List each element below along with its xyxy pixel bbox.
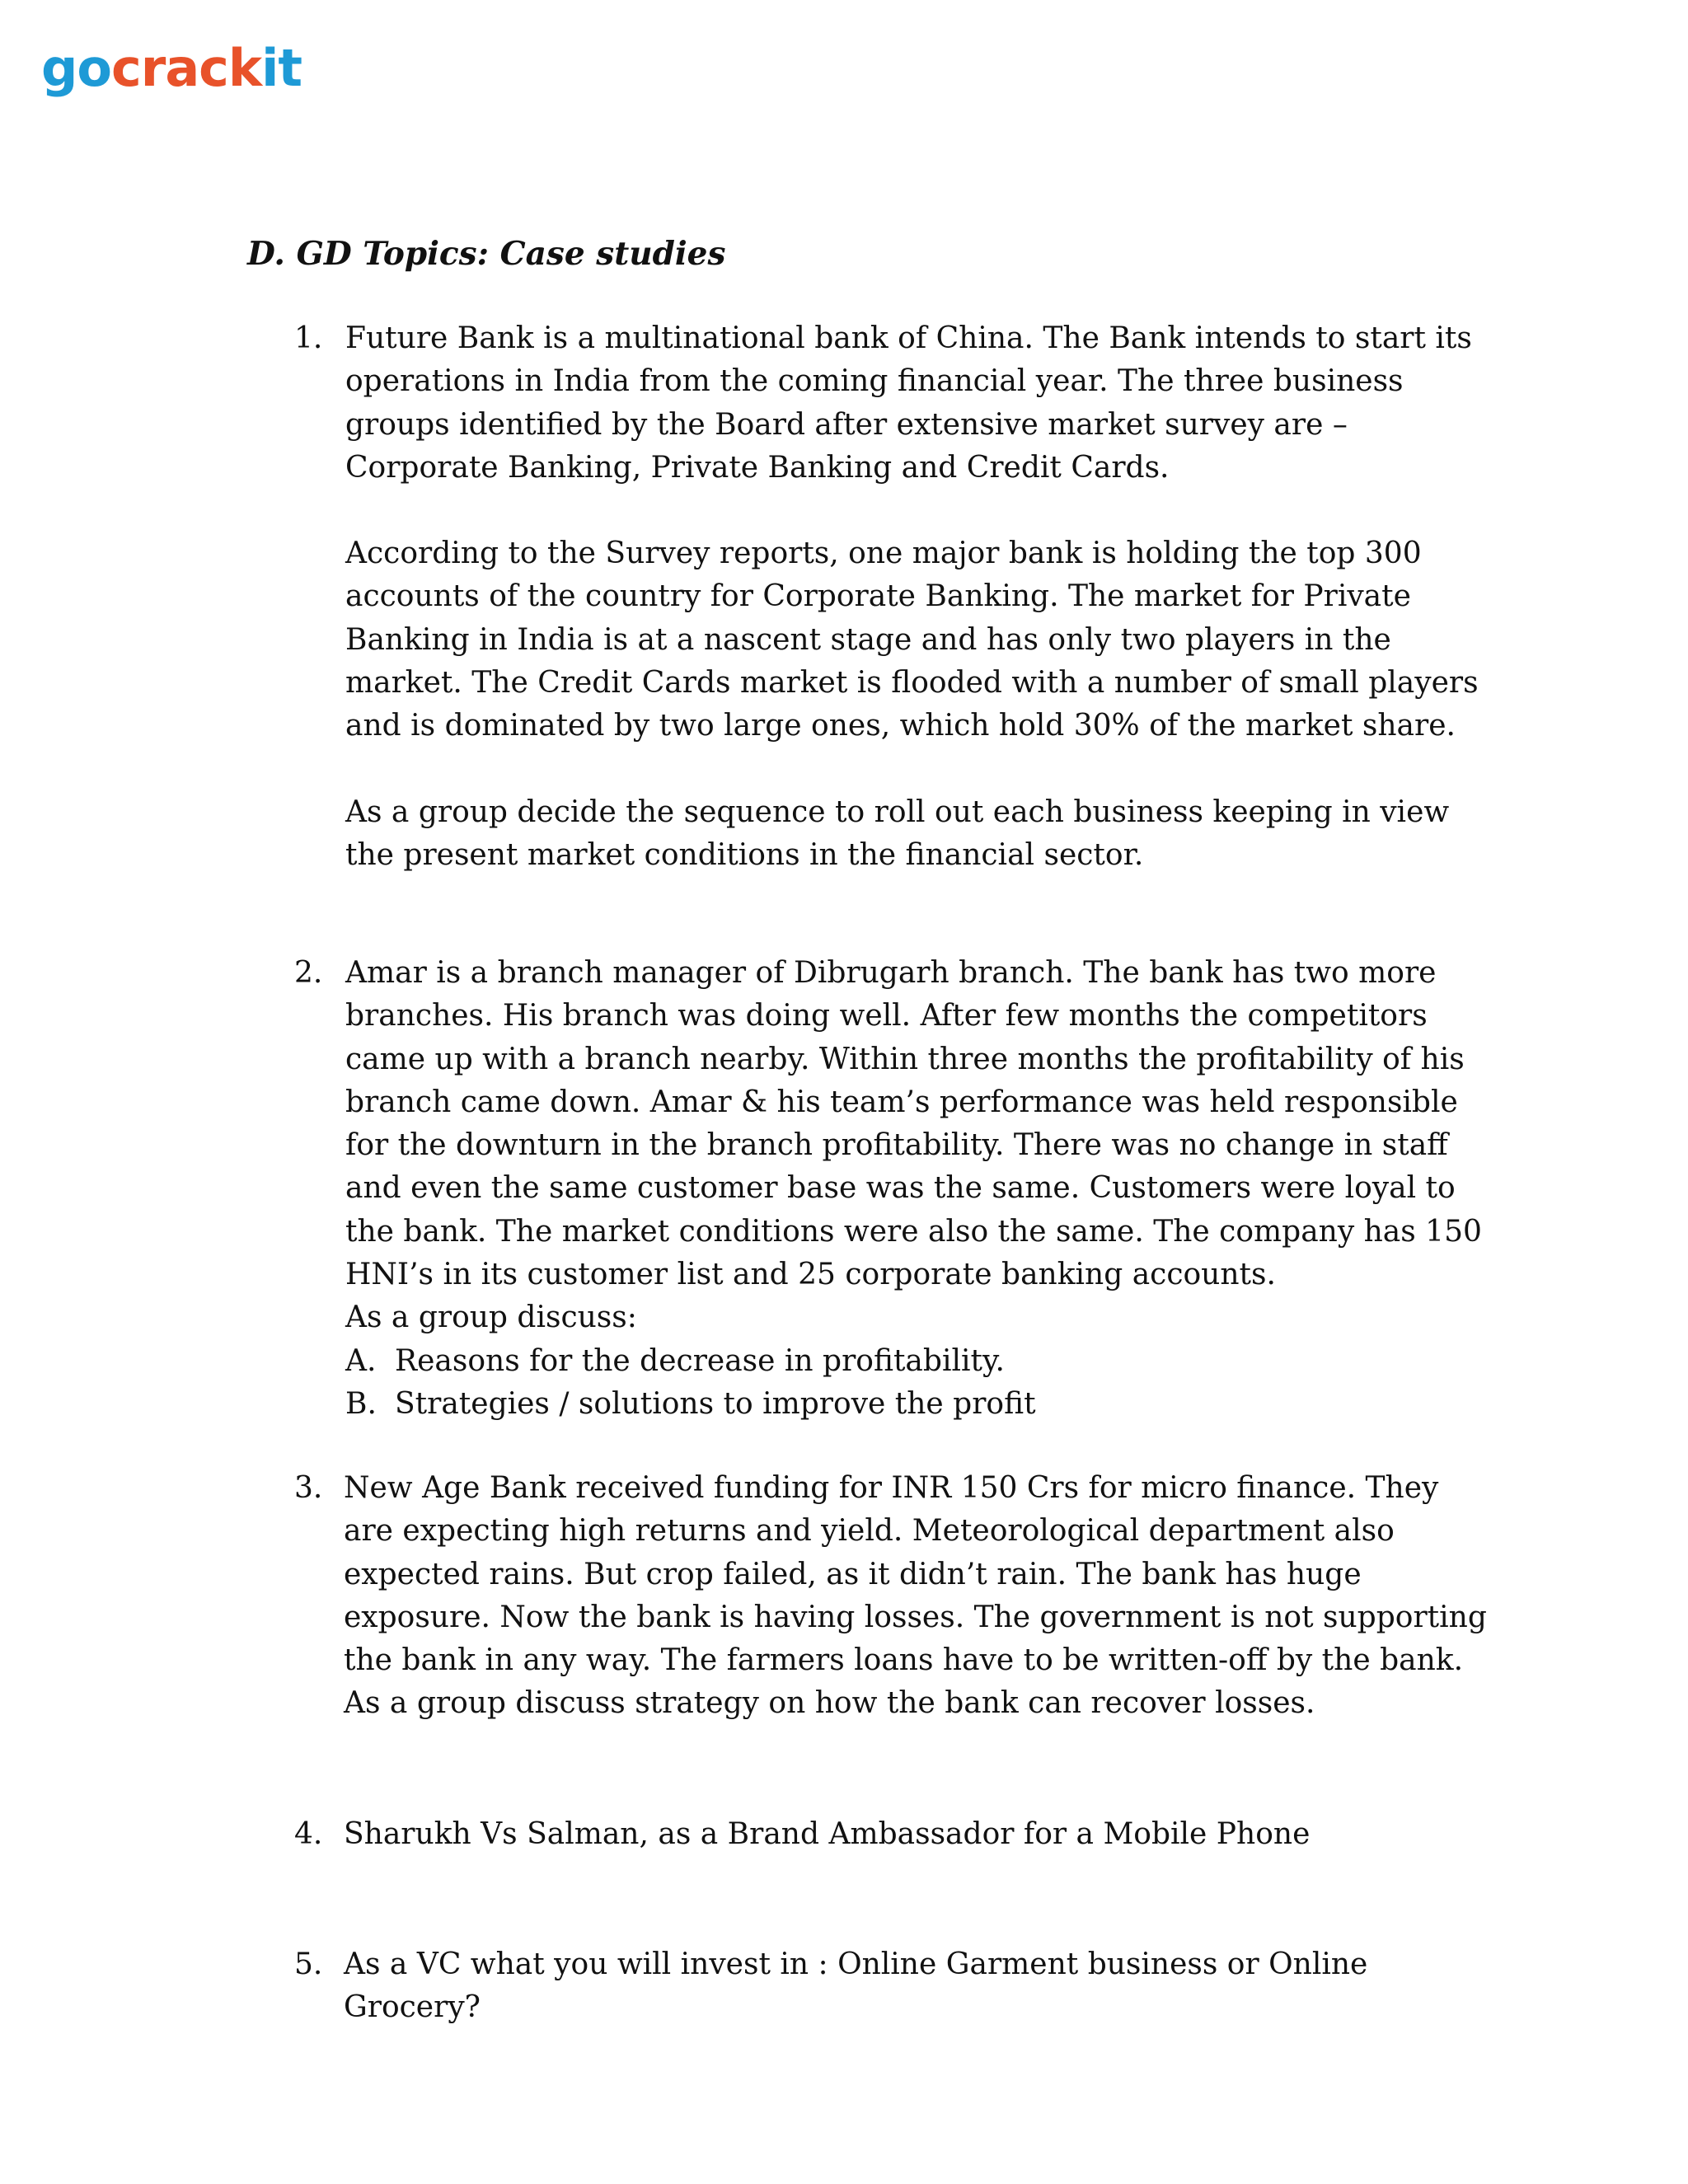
item-body <box>345 952 1489 1426</box>
case-study-2 <box>294 952 1489 1426</box>
item-number: 3. <box>294 1471 323 1505</box>
item-body <box>344 1467 1489 1726</box>
paragraph: Future Bank is a multinational bank of China. The Bank intends to start its operations in India from the coming financial year. The three business groups identified by the Board after extensive market survey are – Corporate Banking, Private Banking and Credit Cards. <box>345 321 1472 485</box>
case-study-4 <box>294 1813 1489 1856</box>
gocrackit-logo <box>41 38 302 98</box>
case-study-1 <box>294 317 1489 877</box>
logo-part-go: go <box>41 38 111 98</box>
paragraph: Amar is a branch manager of Dibrugarh branch. The bank has two more branches. His branch was doing well. After few months the competitors came up with a branch nearby. Within three months the profitability of his branch came down. Amar & his team’s performance was held responsible for the downturn in the branch profitability. There was no change in staff and even the same customer base was the same. Customers were loyal to the bank. The market conditions were also the same. The company has 150 HNI’s in its customer list and 25 corporate banking accounts. <box>345 956 1482 1292</box>
item-body <box>344 1813 1489 1856</box>
sub-item-text: Strategies / solutions to improve the profit <box>395 1386 1036 1421</box>
item-number: 2. <box>294 956 323 990</box>
item-body <box>345 317 1489 877</box>
sub-item-text: Reasons for the decrease in profitability. <box>395 1343 1005 1378</box>
logo-part-crack: crack <box>110 38 262 98</box>
paragraph: As a VC what you will invest in : Online Garment business or Online Grocery? <box>344 1947 1368 2025</box>
paragraph: New Age Bank received funding for INR 150 Crs for micro finance. They are expecting high returns and yield. Meteorological department also expected rains. But crop failed, as it didn’t rain. The bank has huge exposure. Now the bank is having losses. The government is not supporting the bank in any way. The farmers loans have to be written-off by the bank. As a group discuss strategy on how the bank can recover losses. <box>344 1471 1487 1721</box>
item-number: 1. <box>294 321 323 355</box>
sub-item <box>345 1340 1489 1383</box>
case-study-3 <box>294 1467 1489 1726</box>
sub-item <box>345 1383 1489 1426</box>
sub-item-letter: B. <box>345 1386 377 1421</box>
paragraph: Sharukh Vs Salman, as a Brand Ambassador for a Mobile Phone <box>344 1817 1311 1851</box>
paragraph: According to the Survey reports, one major bank is holding the top 300 accounts of the country for Corporate Banking. The market for Private Banking in India is at a nascent stage and has only two players in the market. The Credit Cards market is flooded with a number of small players and is dominated by two large ones, which hold 30% of the market share. <box>345 537 1479 743</box>
item-body <box>344 1943 1489 2030</box>
paragraph: As a group decide the sequence to roll out each business keeping in view the present market conditions in the financial sector. <box>345 794 1450 872</box>
sub-item-letter: A. <box>345 1343 377 1378</box>
paragraph: As a group discuss: <box>345 1301 637 1335</box>
item-number: 4. <box>294 1817 323 1851</box>
section-title: D. GD Topics: Case studies <box>247 235 726 273</box>
item-number: 5. <box>294 1947 323 1981</box>
logo-part-it: it <box>261 38 302 98</box>
case-study-5 <box>294 1943 1489 2030</box>
